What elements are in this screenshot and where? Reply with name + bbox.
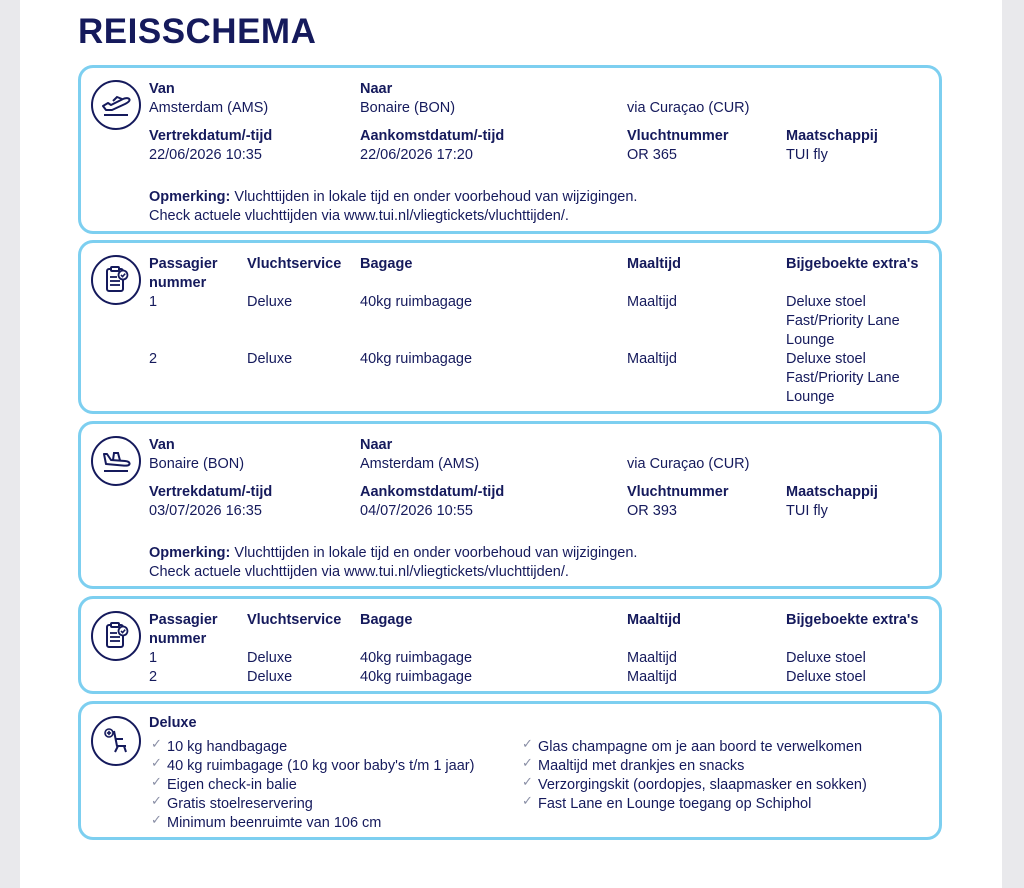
label-vertrek: Vertrekdatum/-tijd xyxy=(149,484,273,500)
label-maatschappij: Maatschappij xyxy=(786,128,878,144)
document-checklist-icon xyxy=(91,611,141,661)
pax-service: Deluxe xyxy=(247,351,293,367)
from-value: Bonaire (BON) xyxy=(149,456,245,472)
pax-service: Deluxe xyxy=(247,294,293,310)
pax-extra: Lounge xyxy=(786,332,835,348)
pax-service: Deluxe xyxy=(247,650,293,666)
via-value: via Curaçao (CUR) xyxy=(627,100,750,116)
deluxe-benefit: Eigen check-in balie xyxy=(167,777,297,793)
pax-meal: Maaltijd xyxy=(627,650,677,666)
label-passagier: Passagier nummer xyxy=(149,612,218,647)
label-bagage: Bagage xyxy=(360,256,413,272)
label-maatschappij: Maatschappij xyxy=(786,484,878,500)
label-vluchtnummer: Vluchtnummer xyxy=(627,128,729,144)
pax-nr: 1 xyxy=(149,650,158,666)
label-aankomst: Aankomstdatum/-tijd xyxy=(360,484,505,500)
check-icon: ✓ xyxy=(151,736,162,751)
from-value: Amsterdam (AMS) xyxy=(149,100,269,116)
plane-landing-icon xyxy=(91,436,141,486)
check-icon: ✓ xyxy=(151,774,162,789)
pax-nr: 1 xyxy=(149,294,158,310)
remark-line-2: Check actuele vluchttijden via www.tui.nl/vliegtickets/vluchttijden/. xyxy=(149,208,569,224)
pax-extra: Deluxe stoel xyxy=(786,351,866,367)
label-extras: Bijgeboekte extra's xyxy=(786,256,919,272)
label-naar: Naar xyxy=(360,437,393,453)
seat-plus-icon xyxy=(91,716,141,766)
document-checklist-icon xyxy=(91,255,141,305)
to-value: Bonaire (BON) xyxy=(360,100,456,116)
pax-extra: Deluxe stoel xyxy=(786,294,866,310)
check-icon: ✓ xyxy=(522,755,533,770)
deluxe-benefit: Glas champagne om je aan boord te verwelkomen xyxy=(538,739,863,755)
pax-extra: Fast/Priority Lane xyxy=(786,313,900,329)
flight-number-value: OR 365 xyxy=(627,147,677,163)
airline-value: TUI fly xyxy=(786,503,828,519)
outbound-passenger-card xyxy=(78,240,942,414)
label-naar: Naar xyxy=(360,81,393,97)
label-van: Van xyxy=(149,437,175,453)
deluxe-benefit: Verzorgingskit (oordopjes, slaapmasker en sokken) xyxy=(538,777,867,793)
label-bagage: Bagage xyxy=(360,612,413,628)
deluxe-benefit: Gratis stoelreservering xyxy=(167,796,313,812)
remark-line-1 xyxy=(149,544,637,563)
label-maaltijd: Maaltijd xyxy=(627,612,681,628)
pax-extra: Fast/Priority Lane xyxy=(786,370,900,386)
to-value: Amsterdam (AMS) xyxy=(360,456,480,472)
check-icon: ✓ xyxy=(151,755,162,770)
pax-meal: Maaltijd xyxy=(627,669,677,685)
remark-line-1 xyxy=(149,188,637,207)
deluxe-benefit: 10 kg handbagage xyxy=(167,739,288,755)
remark-line-2: Check actuele vluchttijden via www.tui.nl/vliegtickets/vluchttijden/. xyxy=(149,564,569,580)
flight-number-value: OR 393 xyxy=(627,503,677,519)
pax-extra: Deluxe stoel xyxy=(786,650,866,666)
deluxe-benefit: Minimum beenruimte van 106 cm xyxy=(167,815,382,831)
pax-baggage: 40kg ruimbagage xyxy=(360,351,473,367)
check-icon: ✓ xyxy=(522,793,533,808)
departure-value: 03/07/2026 16:35 xyxy=(149,503,262,519)
check-icon: ✓ xyxy=(151,793,162,808)
arrival-value: 22/06/2026 17:20 xyxy=(360,147,473,163)
departure-value: 22/06/2026 10:35 xyxy=(149,147,262,163)
pax-extra: Deluxe stoel xyxy=(786,669,866,685)
pax-meal: Maaltijd xyxy=(627,294,677,310)
pax-baggage: 40kg ruimbagage xyxy=(360,294,473,310)
label-passagier: Passagier nummer xyxy=(149,256,218,291)
pax-nr: 2 xyxy=(149,351,158,367)
label-vertrek: Vertrekdatum/-tijd xyxy=(149,128,273,144)
label-opmerking: Opmerking: xyxy=(149,545,231,561)
page-title: REISSCHEMA xyxy=(78,12,317,51)
deluxe-benefit: Fast Lane en Lounge toegang op Schiphol xyxy=(538,796,812,812)
check-icon: ✓ xyxy=(522,736,533,751)
plane-takeoff-icon xyxy=(91,80,141,130)
via-value: via Curaçao (CUR) xyxy=(627,456,750,472)
pax-extra: Lounge xyxy=(786,389,835,405)
label-maaltijd: Maaltijd xyxy=(627,256,681,272)
deluxe-benefit: Maaltijd met drankjes en snacks xyxy=(538,758,745,774)
label-aankomst: Aankomstdatum/-tijd xyxy=(360,128,505,144)
check-icon: ✓ xyxy=(522,774,533,789)
label-extras: Bijgeboekte extra's xyxy=(786,612,919,628)
check-icon: ✓ xyxy=(151,812,162,827)
label-vluchtnummer: Vluchtnummer xyxy=(627,484,729,500)
pax-nr: 2 xyxy=(149,669,158,685)
deluxe-title: Deluxe xyxy=(149,715,197,731)
return-passenger-card xyxy=(78,596,942,694)
arrival-value: 04/07/2026 10:55 xyxy=(360,503,473,519)
outbound-flight-card xyxy=(78,65,942,234)
airline-value: TUI fly xyxy=(786,147,828,163)
pax-meal: Maaltijd xyxy=(627,351,677,367)
remark-text: Vluchttijden in lokale tijd en onder voorbehoud van wijzigingen. xyxy=(234,545,638,561)
deluxe-benefit: 40 kg ruimbagage (10 kg voor baby's t/m 1 jaar) xyxy=(167,758,475,774)
pax-baggage: 40kg ruimbagage xyxy=(360,650,473,666)
return-flight-card xyxy=(78,421,942,589)
label-vluchtservice: Vluchtservice xyxy=(247,612,342,628)
remark-text: Vluchttijden in lokale tijd en onder voorbehoud van wijzigingen. xyxy=(234,189,638,205)
deluxe-benefits-card xyxy=(78,701,942,840)
label-vluchtservice: Vluchtservice xyxy=(247,256,342,272)
label-van: Van xyxy=(149,81,175,97)
pax-baggage: 40kg ruimbagage xyxy=(360,669,473,685)
page xyxy=(20,0,1002,888)
label-opmerking: Opmerking: xyxy=(149,189,231,205)
pax-service: Deluxe xyxy=(247,669,293,685)
